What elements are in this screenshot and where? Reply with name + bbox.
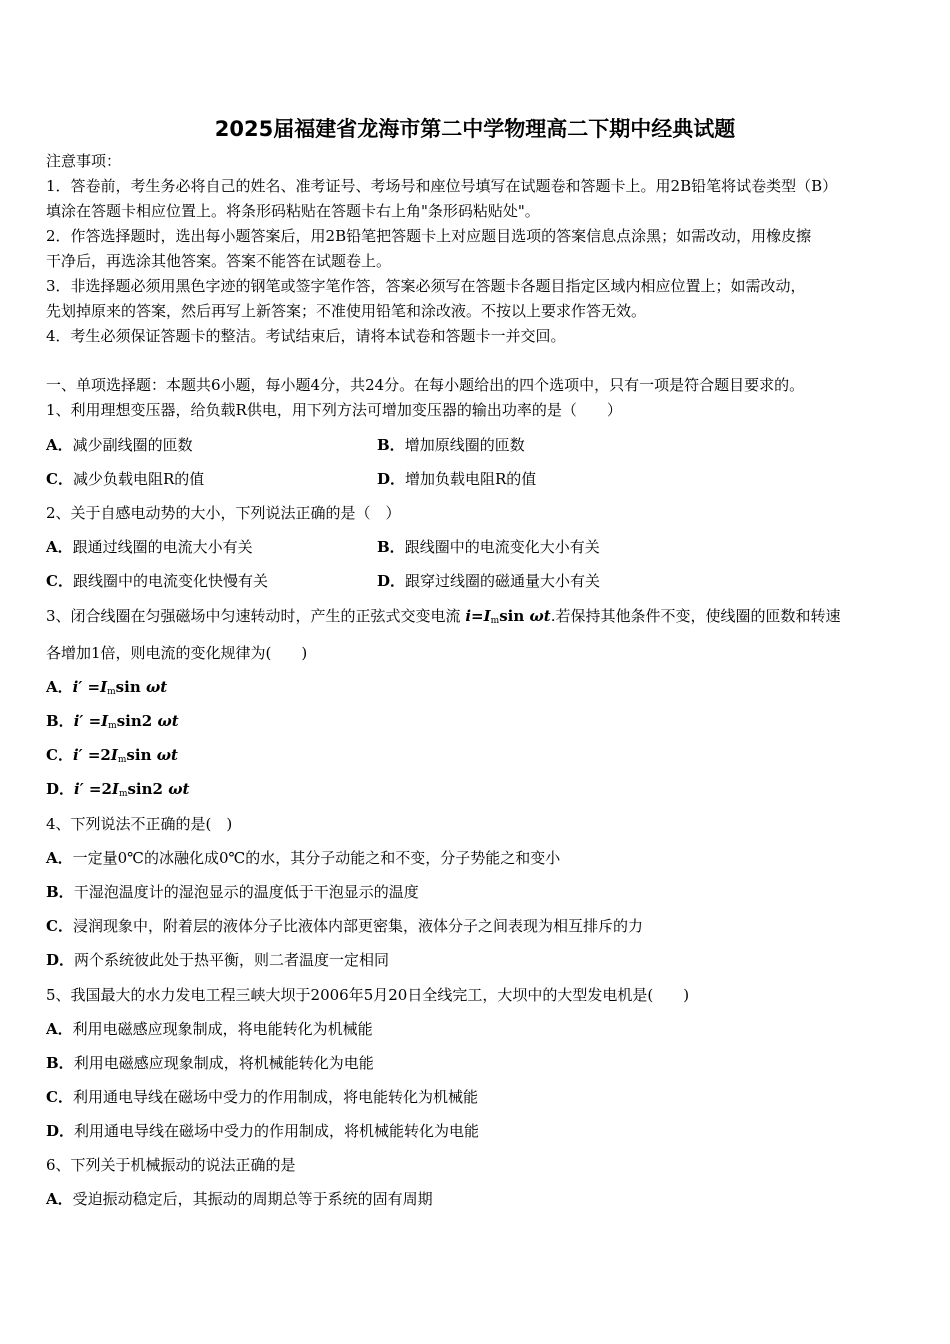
- question-4-stem: 4、下列说法不正确的是( ): [46, 815, 233, 833]
- q4-option-d: D．两个系统彼此处于热平衡，则二者温度一定相同: [46, 951, 390, 969]
- question-5-stem: 5、我国最大的水力发电工程三峡大坝于2006年5月20日全线完工，大坝中的大型发电机是( ): [46, 986, 690, 1004]
- section-heading: 一、单项选择题：本题共6小题，每小题4分，共24分。在每小题给出的四个选项中，只有一项是符合题目要求的。: [46, 376, 805, 394]
- q3-option-b: B．$i' =I_m\sin 2$ ωt: [46, 712, 179, 731]
- page-title: 2025届福建省龙海市第二中学物理高二下期中经典试题: [214, 117, 736, 141]
- q5-option-a: A．利用电磁感应现象制成，将电能转化为机械能: [46, 1020, 373, 1038]
- notice-line: 2．作答选择题时，选出每小题答案后，用2B铅笔把答题卡上对应题目选项的答案信息点涂黑；如需改动，用橡皮擦: [46, 227, 812, 245]
- notice-line: 干净后，再选涂其他答案。答案不能答在试题卷上。: [46, 252, 392, 270]
- question-3-stem-line2: 各增加1倍，则电流的变化规律为( ): [46, 644, 308, 662]
- question-1-stem: 1、利用理想变压器，给负载R供电，用下列方法可增加变压器的输出功率的是（ ）: [46, 401, 622, 419]
- q1-option-c: C．减少负载电阻R的值: [46, 470, 205, 488]
- q4-option-a: A．一定量0℃的冰融化成0℃的水，其分子动能之和不变，分子势能之和变小: [46, 849, 561, 867]
- notice-line: 先划掉原来的答案，然后再写上新答案；不准使用铅笔和涂改液。不按以上要求作答无效。: [46, 302, 647, 320]
- question-6-stem: 6、下列关于机械振动的说法正确的是: [46, 1156, 296, 1174]
- question-3-stem: 3、闭合线圈在匀强磁场中匀速转动时，产生的正弦式交变电流 $i=I_m\sin$ ωt.若保持其他条件不变，使线圈的匝数和转速: [46, 607, 841, 626]
- q6-option-a: A．受迫振动稳定后，其振动的周期总等于系统的固有周期: [46, 1190, 433, 1208]
- q2-option-b: B．跟线圈中的电流变化大小有关: [377, 538, 600, 556]
- q1-option-d: D．增加负载电阻R的值: [377, 470, 537, 488]
- q4-option-b: B．干湿泡温度计的湿泡显示的温度低于干泡显示的温度: [46, 883, 419, 901]
- notice-heading: 注意事项：: [46, 152, 122, 170]
- q2-option-a: A．跟通过线圈的电流大小有关: [46, 538, 253, 556]
- q3-option-c: C．$i' =2I_m\sin$ ωt: [46, 746, 178, 765]
- q4-option-c: C．浸润现象中，附着层的液体分子比液体内部更密集，液体分子之间表现为相互排斥的力: [46, 917, 643, 935]
- q5-option-d: D．利用通电导线在磁场中受力的作用制成，将机械能转化为电能: [46, 1122, 480, 1140]
- q3-option-d: D．$i' =2I_m\sin 2$ ωt: [46, 780, 190, 799]
- q5-option-b: B．利用电磁感应现象制成，将机械能转化为电能: [46, 1054, 374, 1072]
- notice-line: 填涂在答题卡相应位置上。将条形码粘贴在答题卡右上角"条形码粘贴处"。: [46, 202, 540, 220]
- q2-option-c: C．跟线圈中的电流变化快慢有关: [46, 572, 268, 590]
- notice-line: 4．考生必须保证答题卡的整洁。考试结束后，请将本试卷和答题卡一并交回。: [46, 327, 566, 345]
- q1-option-b: B．增加原线圈的匝数: [377, 436, 525, 454]
- q1-option-a: A．减少副线圈的匝数: [46, 436, 193, 454]
- q5-option-c: C．利用通电导线在磁场中受力的作用制成，将电能转化为机械能: [46, 1088, 478, 1106]
- notice-line: 1．答卷前，考生务必将自己的姓名、准考证号、考场号和座位号填写在试题卷和答题卡上。用2B铅笔将试卷类型（B）: [46, 177, 838, 195]
- notice-line: 3．非选择题必须用黑色字迹的钢笔或签字笔作答，答案必须写在答题卡各题目指定区域内相应位置上；如需改动，: [46, 277, 806, 295]
- q3-option-a: A．$i' =I_m\sin$ ωt: [46, 678, 168, 697]
- q2-option-d: D．跟穿过线圈的磁通量大小有关: [377, 572, 601, 590]
- question-2-stem: 2、关于自感电动势的大小，下列说法正确的是（ ）: [46, 504, 401, 522]
